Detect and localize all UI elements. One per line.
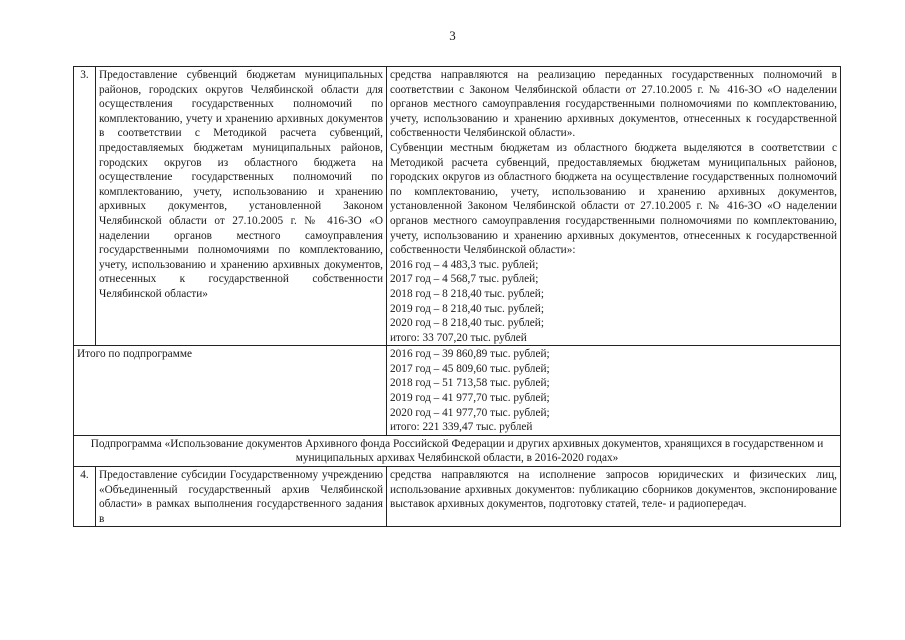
subprogram-header-row <box>74 435 841 466</box>
page-number: 3 <box>449 28 456 43</box>
funding-line: 2016 год – 39 860,89 тыс. рублей; <box>390 348 550 361</box>
funding-line: 2019 год – 41 977,70 тыс. рублей; <box>390 392 550 405</box>
subtotal-label: Итого по подпрограмме <box>74 346 387 436</box>
description-paragraph: Субвенции местным бюджетам из областного бюджета выделяются в соответствии с Методикой расчета субвенций, предоставляемых бюджетам муниципальных районов, городских округов из областного бюджета на осуществление государственных полномочий по комплектованию, учету, использованию и хранению архивных документов, установленной Законом Челябинской области от 27.10.2005 г. № 416-ЗО «О наделении органов местного самоуправления государственными полномочиями по комплектованию, учету, использованию и хранению архивных документов, отнесенных к государственной собственности Челябинской области»: <box>390 141 837 257</box>
activity-description <box>387 67 841 346</box>
funding-line: 2017 год – 4 568,7 тыс. рублей; <box>390 273 539 286</box>
activity-description: средства направляются на исполнение запросов юридических и физических лиц, использование архивных документов: публикацию сборников документов, экспонирование выставок архивных документов, подготовку статей, теле- и радиопередач. <box>387 467 841 527</box>
activity-name: Предоставление субсидии Государственному учреждению «Объединенный государственный архив Челябинской области» в рамках выполнения государственного задания в <box>96 467 387 527</box>
funding-line: 2017 год – 45 809,60 тыс. рублей; <box>390 362 550 375</box>
table-row <box>74 67 841 346</box>
table-row <box>74 467 841 527</box>
program-activities-table <box>73 66 841 527</box>
funding-line: 2020 год – 8 218,40 тыс. рублей; <box>390 317 544 330</box>
funding-line: 2016 год – 4 483,3 тыс. рублей; <box>390 258 539 271</box>
activity-name: Предоставление субвенций бюджетам муниципальных районов, городских округов Челябинской области для осуществления государственных полномочий по комплектованию, учету и хранению архивных документов в соответствии с Методикой расчета субвенций, предоставляемых бюджетам муниципальных районов, городских округов из областного бюджета на осуществление государственных полномочий по комплектованию, учету, использованию и хранению архивных документов, установленной Законом Челябинской области от 27.10.2005 г. № 416-ЗО «О наделении органов местного самоуправления государственными полномочиями по комплектованию, учету, использованию и хранению архивных документов, отнесенных к государственной собственности Челябинской области» <box>96 67 387 346</box>
funding-line: 2018 год – 8 218,40 тыс. рублей; <box>390 287 544 300</box>
subtotal-row <box>74 346 841 436</box>
funding-line: 2020 год – 41 977,70 тыс. рублей; <box>390 406 550 419</box>
funding-total: итого: 221 339,47 тыс. рублей <box>390 421 533 434</box>
funding-line: 2018 год – 51 713,58 тыс. рублей; <box>390 377 550 390</box>
funding-line: 2019 год – 8 218,40 тыс. рублей; <box>390 302 544 315</box>
description-paragraph: средства направляются на реализацию переданных государственных полномочий в соответствии с Законом Челябинской области от 27.10.2005 г. № 416-ЗО «О наделении органов местного самоуправления государственными полномочиями по комплектованию, учету, использованию и хранению архивных документов, отнесенных к государственной собственности Челябинской области». <box>390 69 837 140</box>
subprogram-header: Подпрограмма «Использование документов Архивного фонда Российской Федерации и других архивных документов, хранящихся в государственном и муниципальных архивах Челябинской области, в 2016-2020 годах» <box>74 435 841 466</box>
row-number: 4. <box>74 467 96 527</box>
row-number: 3. <box>74 67 96 346</box>
funding-total: итого: 33 707,20 тыс. рублей <box>390 331 527 344</box>
subtotal-funding <box>387 346 841 436</box>
